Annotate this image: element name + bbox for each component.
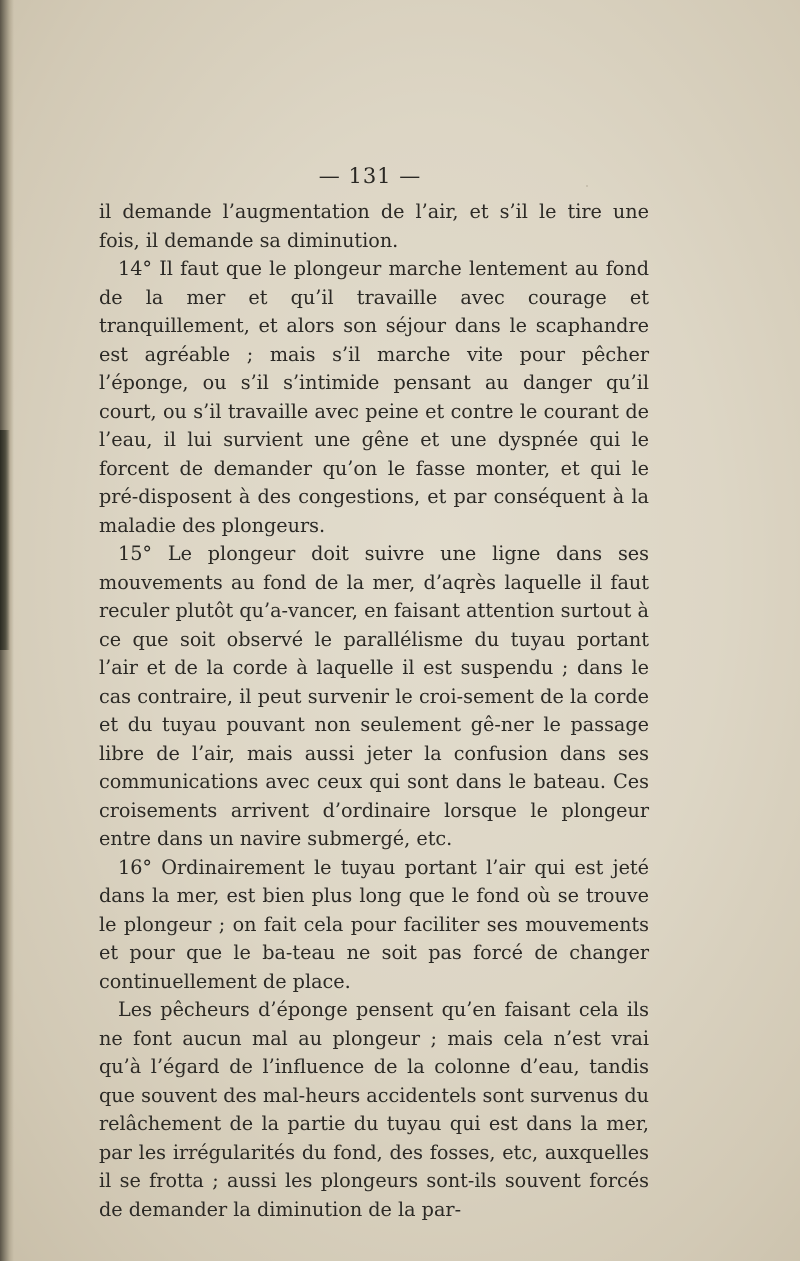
paragraph-pecheurs: Les pêcheurs d’éponge pensent qu’en faisant cela ils ne font aucun mal au plongeur ; mais cela n’est vrai qu’à l’égard de l’influence de la colonne d’eau, tandis que souvent des mal-heurs accidentels sont survenus du relâchement de la partie du tuyau qui est dans la mer, par les irrégularités du fond, des fosses, etc, auxquelles il se frotta ; aussi les plongeurs sont-ils souvent forcés de demander la diminution de la par- <box>99 998 649 1221</box>
paragraph-continuation: il demande l’augmentation de l’air, et s’il le tire une fois, il demande sa diminution. <box>99 200 649 252</box>
paper-speck <box>586 185 588 187</box>
binding-shadow <box>0 430 10 650</box>
paragraph-14: 14° Il faut que le plongeur marche lentement au fond de la mer et qu’il travaille avec courage et tranquillement, et alors son séjour dans le scaphandre est agréable ; mais s’il marche vite pour pêcher l’éponge, ou s’il s’intimide pensant au danger qu’il court, ou s’il travaille avec peine et contre le courant de l’eau, il lui survient une gêne et une dyspnée qui le forcent de demander qu’on le fasse monter, et qui le pré-disposent à des congestions, et par conséquent à la maladie des plongeurs. <box>99 257 649 537</box>
page-text <box>99 198 649 1224</box>
page-number: — 131 — <box>318 164 422 188</box>
paragraph-16: 16° Ordinairement le tuyau portant l’air qui est jeté dans la mer, est bien plus long que le fond où se trouve le plongeur ; on fait cela pour faciliter ses mouvements et pour que le ba-teau ne soit pas forcé de changer continuellement de place. <box>99 855 649 993</box>
paragraph-15: 15° Le plongeur doit suivre une ligne dans ses mouvements au fond de la mer, d’aqrès laquelle il faut reculer plutôt qu’a-vancer, en faisant attention surtout à ce que soit observé le parallélisme du tuyau portant l’air et de la corde à laquelle il est suspendu ; dans le cas contraire, il peut survenir le croi-sement de la corde et du tuyau pouvant non seulement gê-ner le passage libre de l’air, mais aussi jeter la confusion dans ses communications avec ceux qui sont dans le bateau. Ces croisements arrivent d’ordinaire lorsque le plongeur entre dans un navire submergé, etc. <box>99 542 649 850</box>
